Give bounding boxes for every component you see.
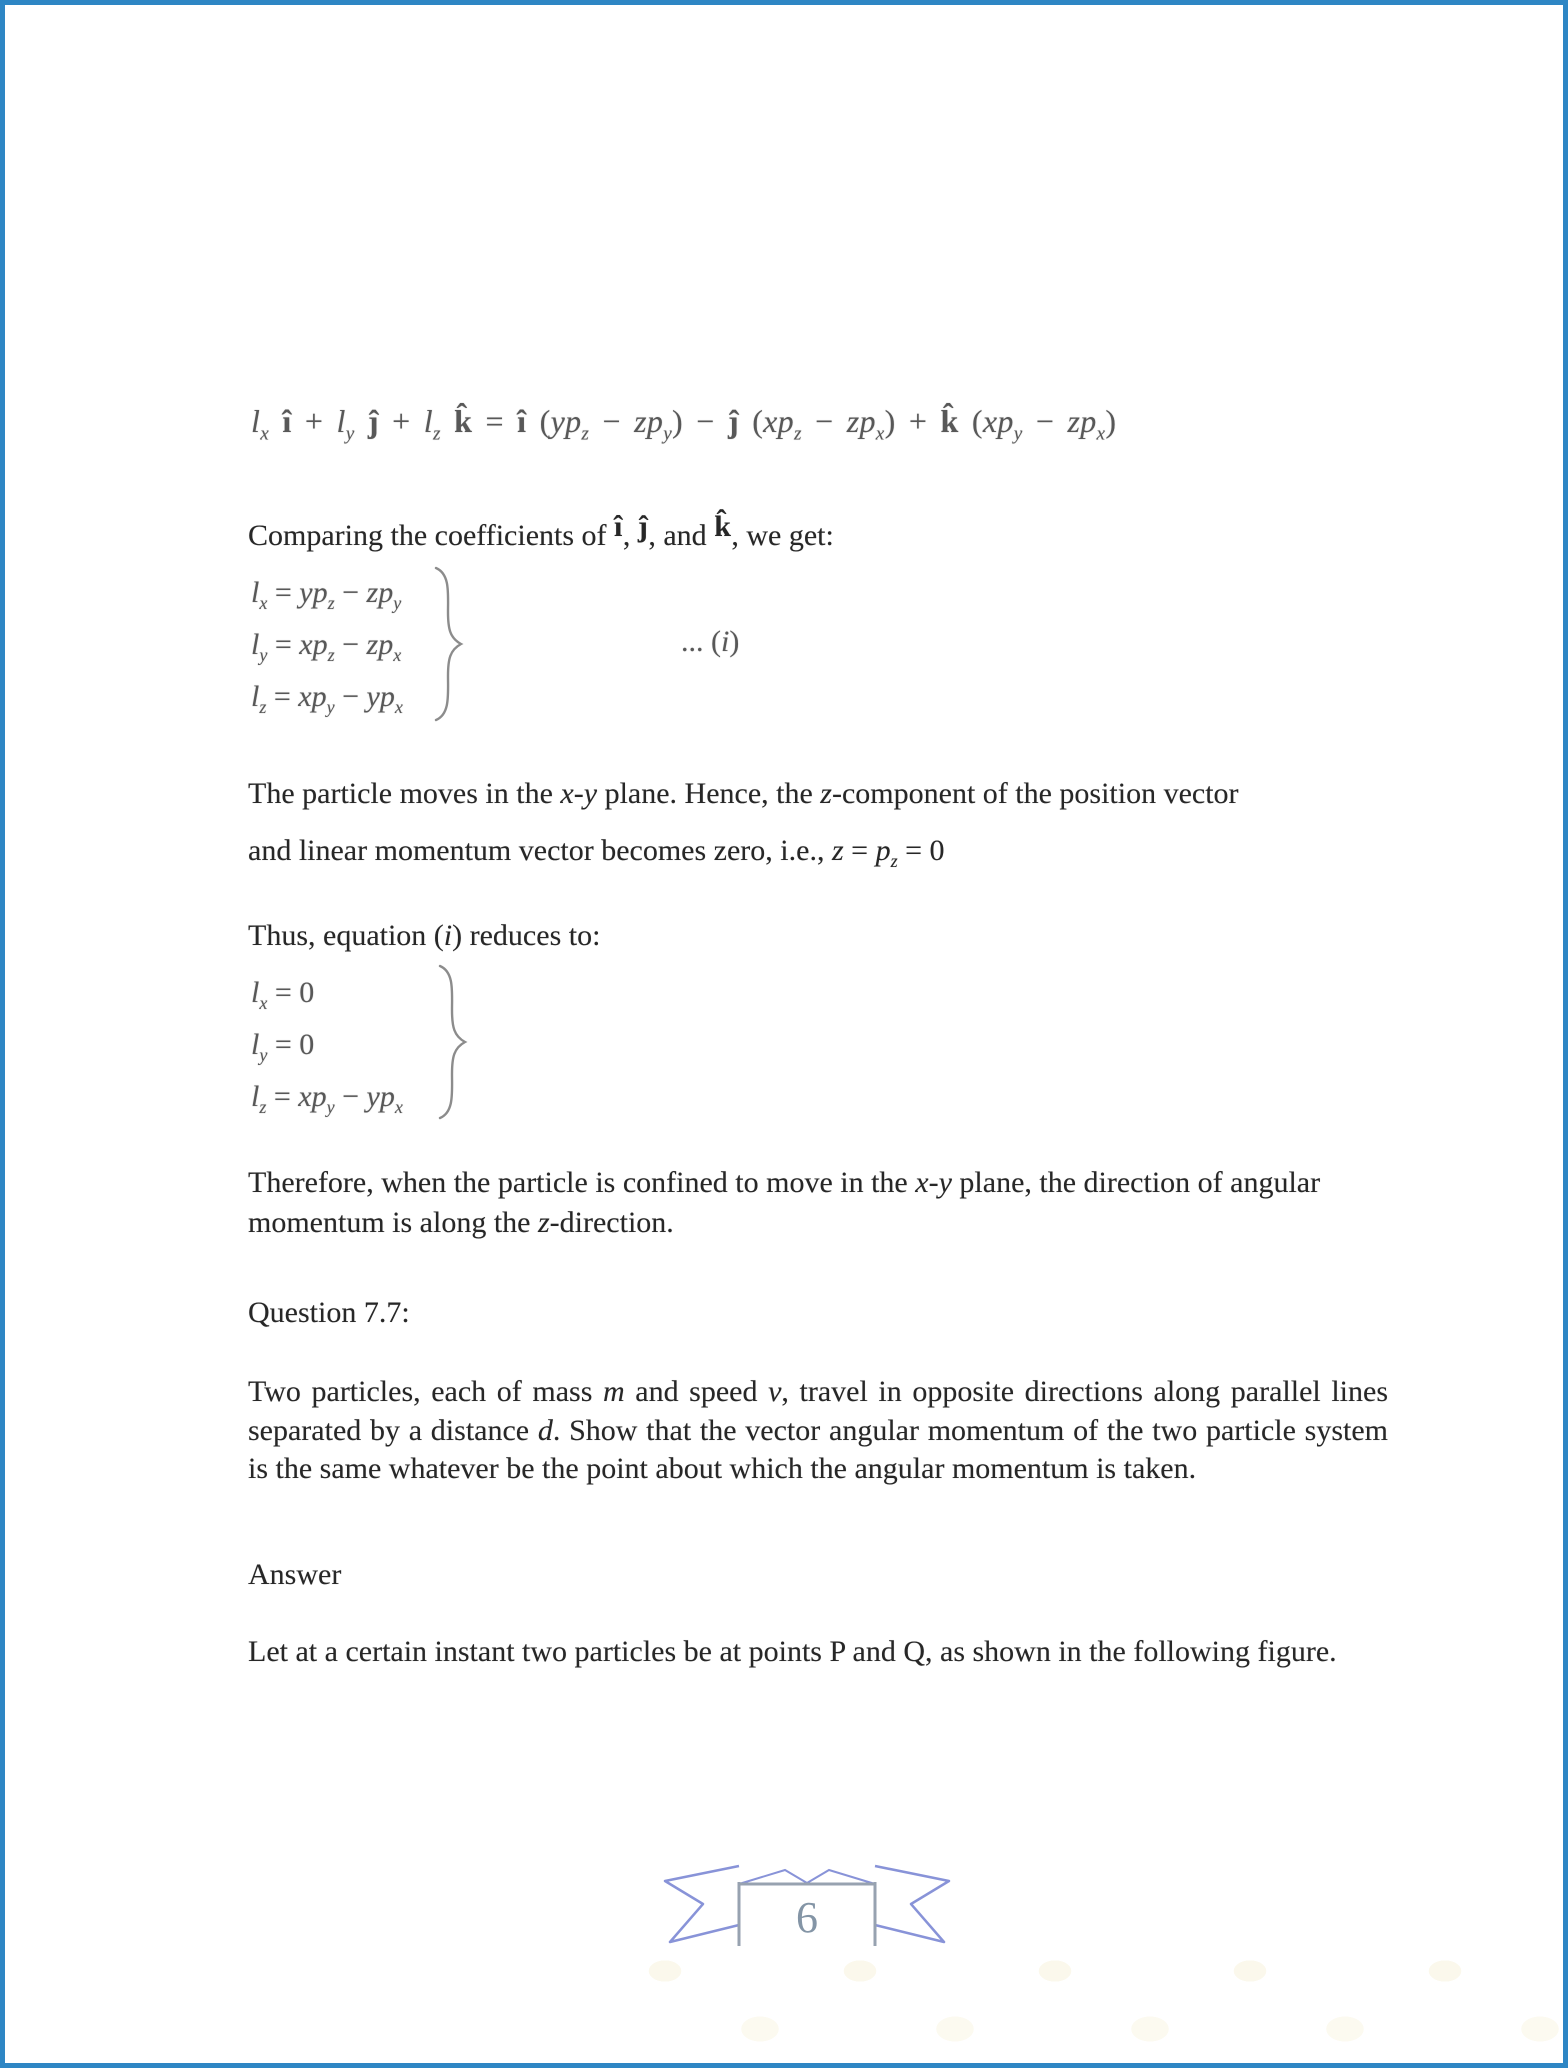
answer-heading: Answer xyxy=(248,1558,342,1591)
equation-line-ly-zero: $l_y = 0$ xyxy=(251,1028,315,1065)
ribbon-left-fold xyxy=(739,1870,807,1884)
right-brace-icon xyxy=(433,565,465,723)
equation-line-lz: $l_z = xp_y - yp_x$ xyxy=(251,680,403,717)
question-heading: Question 7.7: xyxy=(248,1296,410,1329)
watermark-artifacts xyxy=(625,1943,1565,2065)
ribbon-right-tail xyxy=(875,1866,949,1942)
paragraph-xy-plane-line2: and linear momentum vector becomes zero, i.e., $z = p_z = 0$ xyxy=(248,834,945,871)
thus-reduces-line: Thus, equation (i) reduces to: xyxy=(248,919,601,952)
ribbon-right-fold xyxy=(807,1870,875,1884)
equation-system-i xyxy=(251,567,403,723)
question-body: Two particles, each of mass m and speed v, travel in opposite directions along parallel lines separated by a distance d. Show that the vector angular momentum of the two particle system is the same whatever be the point about which the angular momentum is taken. xyxy=(248,1375,1388,1485)
equation-label-i: ... (i) xyxy=(681,625,740,658)
equation-line-lx: $l_x = yp_z - zp_y$ xyxy=(251,576,402,613)
equation-line-lz-value: $l_z = xp_y - yp_x$ xyxy=(251,1080,403,1117)
page-footer-ribbon-icon xyxy=(657,1854,957,1946)
equation-line-ly: $l_y = xp_z - zp_x$ xyxy=(251,628,402,665)
paragraph-conclusion: Therefore, when the particle is confined to move in the x-y plane, the direction of angular momentum is along the z-direction. xyxy=(248,1166,1321,1239)
comparing-coefficients-line: Comparing the coefficients of î, ĵ, and k̂, we get: xyxy=(248,510,834,552)
equation-system-reduced xyxy=(251,967,403,1123)
equation-line-lx-zero: $l_x = 0$ xyxy=(251,976,315,1013)
paragraph-xy-plane xyxy=(248,765,1393,879)
right-brace-icon xyxy=(437,963,469,1121)
paragraph-xy-plane-line1: The particle moves in the x-y plane. Hence, the z-component of the position vector xyxy=(248,777,1239,810)
equation-angular-momentum-expansion: $l_x$ î + $l_y$ ĵ + $l_z$ k̂ = î $(yp_z - zp_y)$ − ĵ $(xp_z - zp_x)$ + k̂ $(xp_y - zp_x)$ xyxy=(251,403,1117,445)
page-number: 6 xyxy=(796,1893,818,1942)
answer-intro-line: Let at a certain instant two particles be at points P and Q, as shown in the following figure. xyxy=(248,1635,1337,1668)
ribbon-left-tail xyxy=(665,1866,739,1942)
